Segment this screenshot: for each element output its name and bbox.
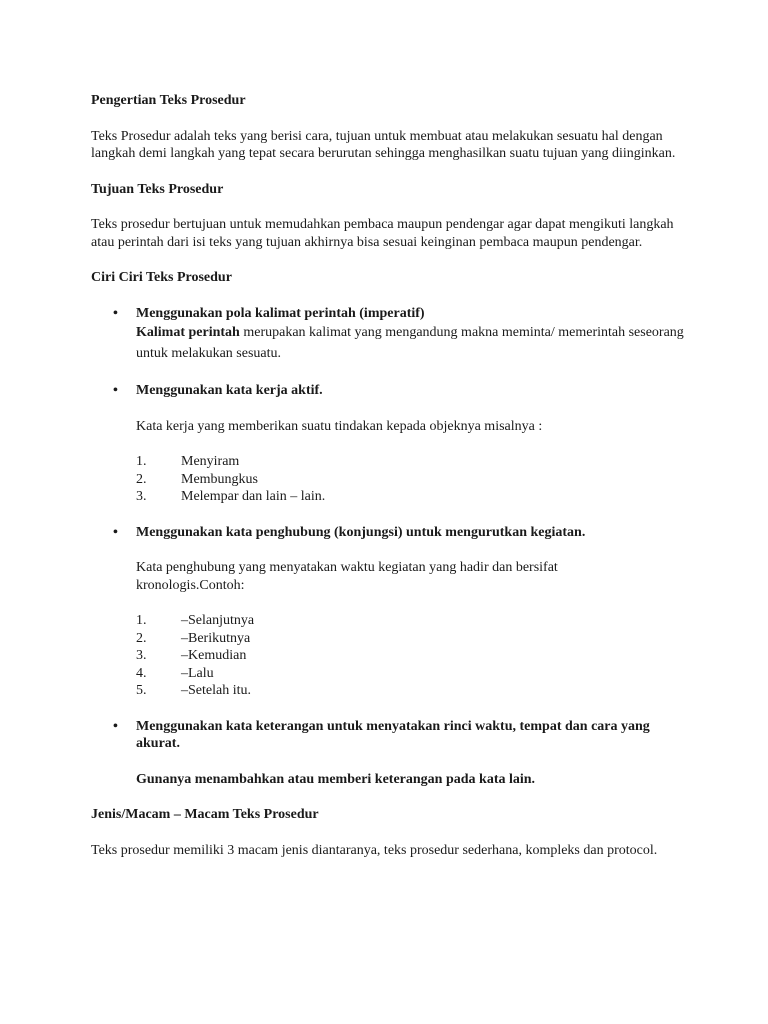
bullet-title: Menggunakan kata penghubung (konjungsi) untuk mengurutkan kegiatan. (136, 524, 586, 540)
list-item (91, 682, 691, 700)
list-number: 2. (136, 471, 147, 487)
heading-jenis: Jenis/Macam – Macam Teks Prosedur (91, 807, 319, 822)
list-number: 3. (136, 648, 147, 663)
list-item (91, 488, 691, 506)
list-item (91, 612, 691, 630)
list-item (91, 630, 691, 648)
heading-pengertian: Pengertian Teks Prosedur (91, 93, 246, 108)
list-text: –Kemudian (181, 648, 247, 663)
heading-tujuan: Tujuan Teks Prosedur (91, 181, 224, 197)
list-text: –Lalu (181, 665, 214, 681)
list-number: 4. (136, 665, 147, 681)
list-number: 1. (136, 613, 147, 628)
bullet-title: Menggunakan kata keterangan untuk menyatakan rinci waktu, tempat dan cara yang akurat. (136, 718, 650, 751)
numbered-list-kata-kerja (91, 453, 691, 506)
bullet-item-kata-kerja (91, 382, 691, 400)
heading-ciri: Ciri Ciri Teks Prosedur (91, 270, 232, 285)
list-item (91, 453, 691, 471)
bullet-icon: • (113, 524, 118, 540)
paragraph-tujuan: Teks prosedur bertujuan untuk memudahkan pembaca maupun pendengar agar dapat mengikuti langkah atau perintah dari isi teks yang tujuan akhirnya bisa sesuai keinginan pembaca maupun pendengar. (91, 217, 674, 250)
list-item (91, 471, 691, 489)
paragraph-jenis: Teks prosedur memiliki 3 macam jenis diantaranya, teks prosedur sederhana, kompleks dan protocol. (91, 842, 658, 858)
bullet-title: Menggunakan kata kerja aktif. (136, 383, 323, 398)
bullet-item-keterangan (91, 718, 691, 753)
list-text: Menyiram (181, 454, 240, 469)
list-text: –Berikutnya (181, 630, 251, 646)
kata-kerja-intro: Kata kerja yang memberikan suatu tindakan kepada objeknya misalnya : (136, 418, 543, 434)
keterangan-note: Gunanya menambahkan atau memberi keterangan pada kata lain. (136, 771, 536, 787)
list-item (91, 665, 691, 683)
list-text: –Setelah itu. (181, 683, 251, 698)
list-text: Membungkus (181, 471, 258, 487)
konjungsi-intro: Kata penghubung yang menyatakan waktu kegiatan yang hadir dan bersifat kronologis.Contoh: (136, 560, 558, 593)
numbered-list-konjungsi (91, 612, 691, 700)
document-page (91, 92, 691, 877)
bullet-icon: • (113, 305, 118, 321)
bullet-item-imperatif (91, 305, 691, 365)
list-text: –Selanjutnya (181, 613, 255, 628)
list-number: 5. (136, 683, 147, 698)
list-number: 1. (136, 454, 147, 469)
bullet-title: Menggunakan pola kalimat perintah (imperatif) (136, 305, 425, 321)
bullet-icon: • (113, 383, 118, 398)
list-text: Melempar dan lain – lain. (181, 489, 326, 504)
paragraph-pengertian: Teks Prosedur adalah teks yang berisi cara, tujuan untuk membuat atau melakukan sesuatu hal dengan langkah demi langkah yang tepat secara berurutan sehingga menghasilkan suatu tujuan yang diinginkan. (91, 128, 676, 161)
bullet-description-rest: merupakan kalimat yang mengandung makna meminta/ memerintah seseorang untuk melakukan sesuatu. (136, 325, 684, 361)
list-item (91, 647, 691, 665)
bullet-icon: • (113, 718, 118, 734)
bullet-description (136, 322, 691, 364)
list-number: 2. (136, 630, 147, 646)
bullet-description-bold: Kalimat perintah (136, 325, 240, 340)
bullet-item-konjungsi (91, 524, 691, 542)
list-number: 3. (136, 489, 147, 504)
